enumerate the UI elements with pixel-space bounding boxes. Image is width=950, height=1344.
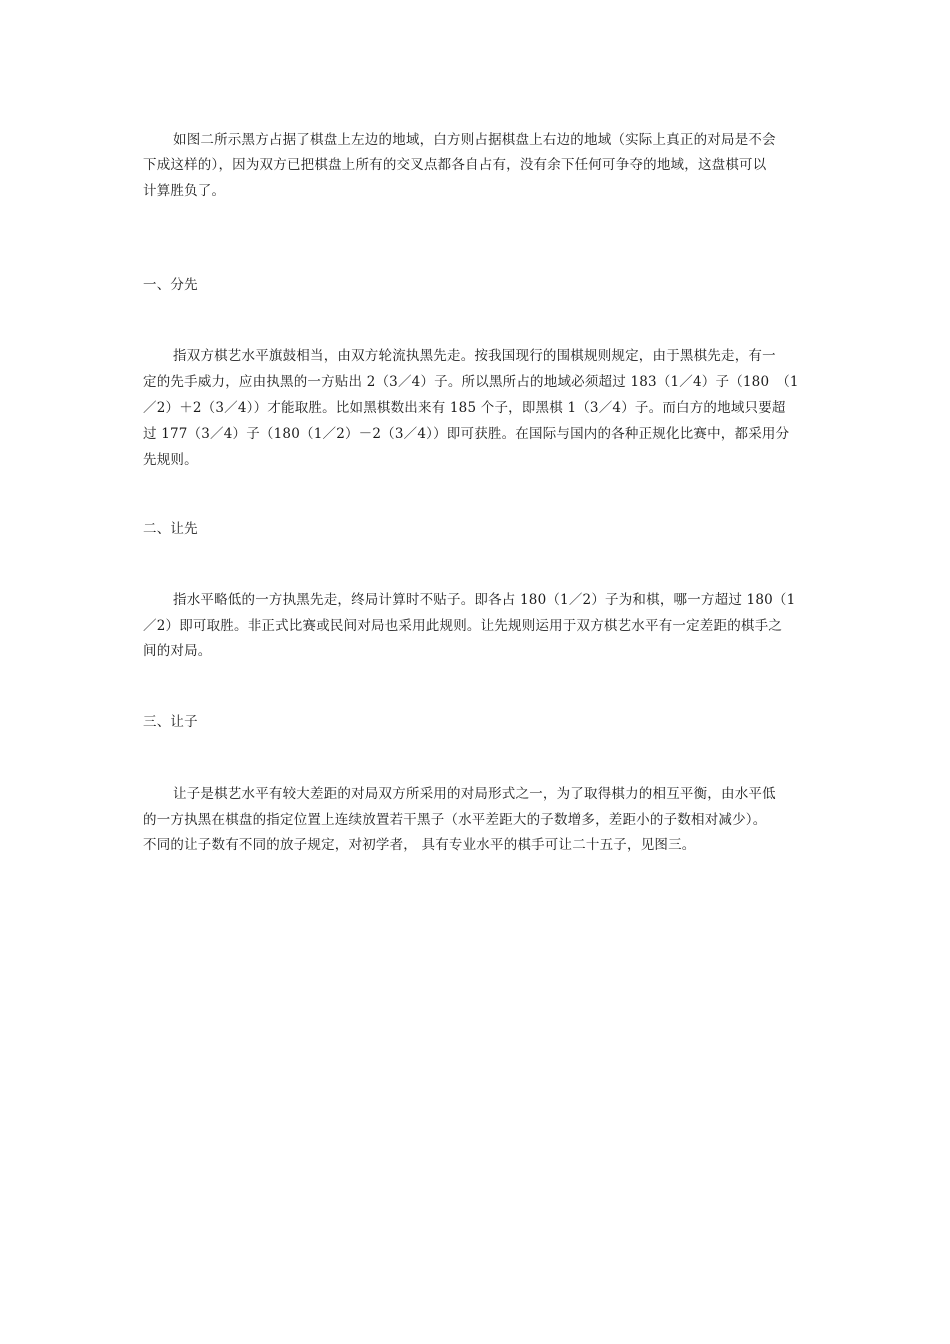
fenxian-line-4: 过 177（3／4）子（180（1／2）－2（3／4））即可获胜。在国际与国内的各种正规化比赛中，都采用分: [143, 426, 790, 442]
section-heading-rangxian: 二、让先: [143, 521, 198, 537]
intro-line-2: 下成这样的），因为双方已把棋盘上所有的交叉点都各自占有，没有余下任何可争夺的地域，这盘棋可以: [143, 157, 767, 173]
section-heading-fenxian: 一、分先: [143, 277, 198, 293]
intro-line-3: 计算胜负了。: [143, 183, 226, 199]
intro-line-1: 如图二所示黑方占据了棋盘上左边的地域，白方则占据棋盘上右边的地域（实际上真正的对局是不会: [173, 132, 776, 148]
rangzi-line-3: 不同的让子数有不同的放子规定，对初学者， 具有专业水平的棋手可让二十五子，见图三。: [143, 837, 696, 853]
section-heading-rangzi: 三、让子: [143, 714, 198, 730]
fenxian-line-1: 指双方棋艺水平旗鼓相当，由双方轮流执黑先走。按我国现行的围棋规则规定，由于黑棋先走，有一: [173, 348, 776, 364]
rangzi-line-1: 让子是棋艺水平有较大差距的对局双方所采用的对局形式之一，为了取得棋力的相互平衡，由水平低: [173, 786, 776, 802]
rangxian-line-2: ／2）即可取胜。非正式比赛或民间对局也采用此规则。让先规则运用于双方棋艺水平有一定差距的棋手之: [143, 618, 782, 634]
rangxian-line-3: 间的对局。: [143, 643, 212, 659]
rangxian-line-1: 指水平略低的一方执黑先走，终局计算时不贴子。即各占 180（1／2）子为和棋，哪一方超过 180（1: [173, 592, 796, 608]
fenxian-line-2: 定的先手威力，应由执黑的一方贴出 2（3／4）子。所以黑所占的地域必须超过 183（1／4）子（180 （1: [143, 374, 799, 390]
fenxian-line-5: 先规则。: [143, 452, 198, 468]
fenxian-line-3: ／2）＋2（3／4））才能取胜。比如黑棋数出来有 185 个子，即黑棋 1（3／4）子。而白方的地域只要超: [143, 400, 786, 416]
rangzi-line-2: 的一方执黑在棋盘的指定位置上连续放置若干黑子（水平差距大的子数增多，差距小的子数相对减少）。: [143, 812, 767, 828]
